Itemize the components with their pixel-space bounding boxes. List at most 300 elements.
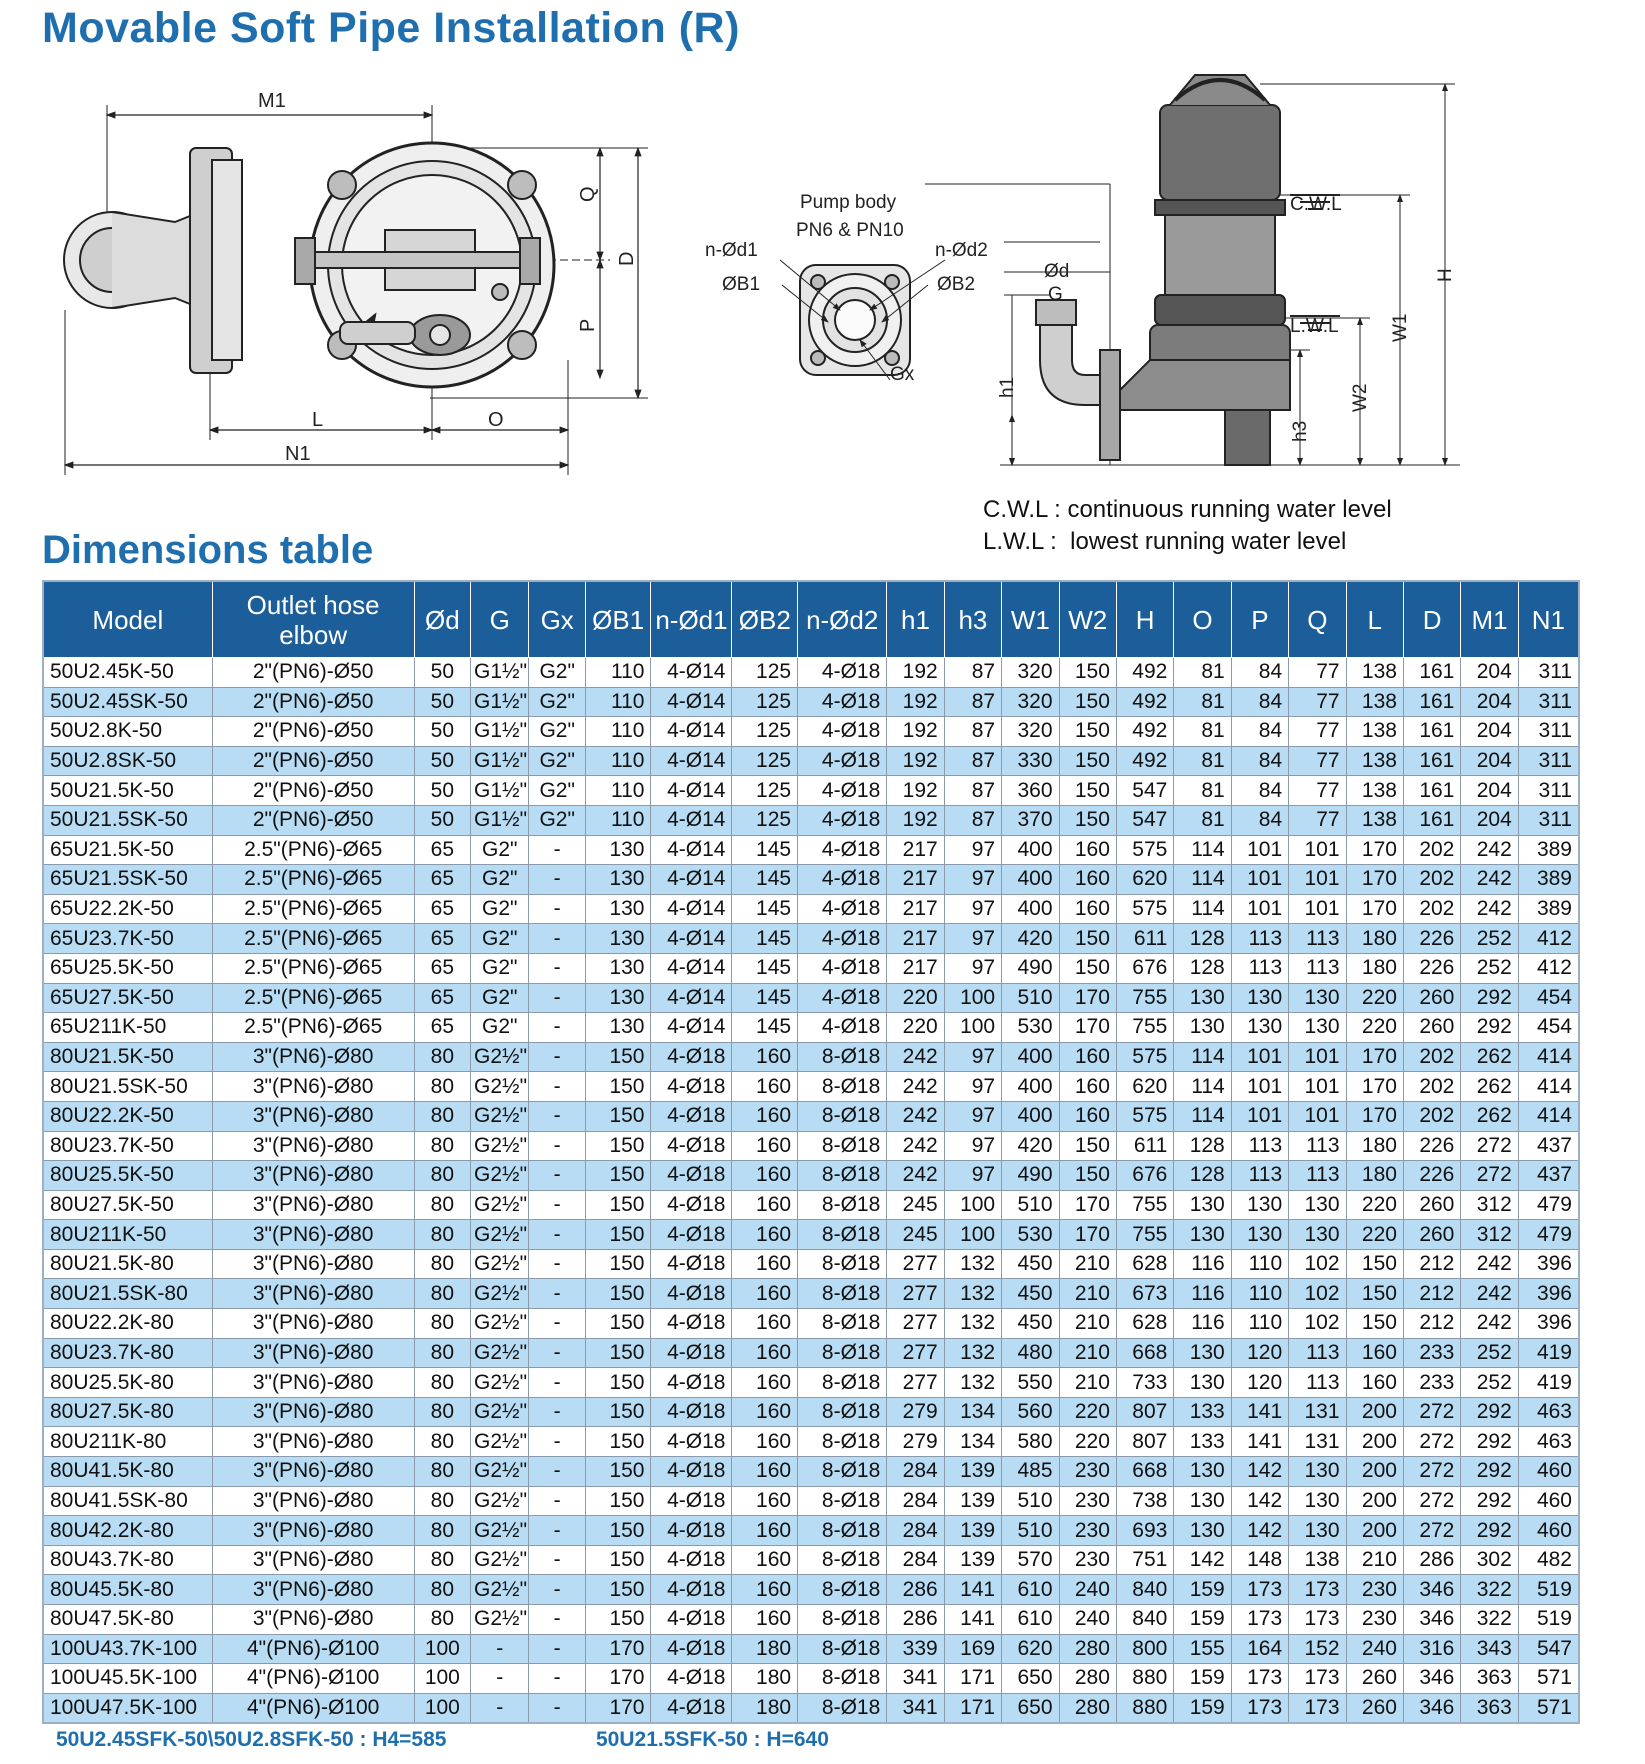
table-cell: G2½"	[471, 1249, 529, 1279]
table-cell: 212	[1403, 1279, 1460, 1309]
table-cell: 280	[1059, 1664, 1116, 1694]
table-cell: 138	[1346, 746, 1403, 776]
table-cell: 320	[1002, 717, 1059, 747]
table-cell: 346	[1403, 1693, 1460, 1723]
table-cell: 97	[944, 1042, 1001, 1072]
table-cell: 113	[1289, 1338, 1346, 1368]
table-row	[43, 1101, 1579, 1131]
table-cell: 492	[1116, 717, 1173, 747]
table-cell: 400	[1002, 865, 1059, 895]
table-cell: 807	[1116, 1427, 1173, 1457]
table-cell: 4-Ø18	[651, 1220, 732, 1250]
table-cell: -	[529, 1220, 585, 1250]
table-cell: 610	[1002, 1575, 1059, 1605]
table-cell: 420	[1002, 924, 1059, 954]
table-cell: 145	[732, 983, 798, 1013]
table-cell: 200	[1346, 1427, 1403, 1457]
table-cell: 242	[887, 1101, 944, 1131]
table-cell: 134	[944, 1397, 1001, 1427]
table-cell: 97	[944, 1161, 1001, 1191]
column-header: W2	[1059, 581, 1116, 658]
table-cell: 170	[1346, 1101, 1403, 1131]
table-cell: 204	[1461, 746, 1518, 776]
table-cell: 173	[1231, 1693, 1288, 1723]
table-cell: 100	[414, 1664, 470, 1694]
table-row	[43, 1279, 1579, 1309]
table-cell: 114	[1174, 1042, 1231, 1072]
table-cell: G2½"	[471, 1042, 529, 1072]
model-cell: 50U21.5K-50	[43, 776, 212, 806]
table-cell: 132	[944, 1309, 1001, 1339]
table-cell: 101	[1289, 1072, 1346, 1102]
table-cell: 128	[1174, 953, 1231, 983]
table-cell: 192	[887, 746, 944, 776]
table-cell: 160	[1346, 1338, 1403, 1368]
table-cell: 560	[1002, 1397, 1059, 1427]
table-cell: 160	[732, 1161, 798, 1191]
table-cell: 80	[414, 1072, 470, 1102]
table-cell: 620	[1116, 865, 1173, 895]
table-cell: 150	[1059, 687, 1116, 717]
table-cell: 302	[1461, 1545, 1518, 1575]
table-cell: 202	[1403, 1042, 1460, 1072]
table-cell: 97	[944, 894, 1001, 924]
table-cell: 138	[1346, 717, 1403, 747]
model-cell: 80U41.5K-80	[43, 1457, 212, 1487]
table-cell: 4-Ø18	[798, 865, 887, 895]
table-cell: 2.5"(PN6)-Ø65	[212, 953, 414, 983]
table-cell: 130	[585, 894, 651, 924]
table-cell: 97	[944, 1101, 1001, 1131]
table-cell: 200	[1346, 1486, 1403, 1516]
table-cell: -	[529, 953, 585, 983]
table-cell: 150	[1059, 1161, 1116, 1191]
table-cell: G2"	[471, 894, 529, 924]
table-cell: 8-Ø18	[798, 1101, 887, 1131]
table-row	[43, 1190, 1579, 1220]
table-cell: -	[529, 1545, 585, 1575]
table-cell: 113	[1289, 1368, 1346, 1398]
table-cell: 110	[585, 776, 651, 806]
table-cell: 150	[585, 1605, 651, 1635]
table-cell: 130	[1174, 1368, 1231, 1398]
table-cell: 150	[585, 1249, 651, 1279]
table-cell: 130	[1231, 1190, 1288, 1220]
table-cell: 400	[1002, 1072, 1059, 1102]
side-view-drawing	[925, 75, 1460, 465]
table-cell: 80	[414, 1161, 470, 1191]
table-cell: 113	[1231, 1131, 1288, 1161]
table-cell: 161	[1403, 746, 1460, 776]
table-cell: 128	[1174, 1161, 1231, 1191]
table-cell: 131	[1289, 1397, 1346, 1427]
table-cell: 272	[1403, 1516, 1460, 1546]
table-cell: 100	[414, 1693, 470, 1723]
table-cell: 575	[1116, 894, 1173, 924]
table-cell: 101	[1289, 1042, 1346, 1072]
table-cell: 150	[585, 1042, 651, 1072]
table-cell: -	[529, 1575, 585, 1605]
table-cell: 4-Ø14	[651, 658, 732, 688]
table-cell: 159	[1174, 1605, 1231, 1635]
table-cell: 97	[944, 1131, 1001, 1161]
table-cell: 412	[1518, 924, 1579, 954]
table-cell: G2"	[471, 1013, 529, 1043]
model-cell: 65U23.7K-50	[43, 924, 212, 954]
table-cell: -	[529, 924, 585, 954]
table-row	[43, 1338, 1579, 1368]
table-row	[43, 1368, 1579, 1398]
table-cell: 125	[732, 658, 798, 688]
installation-drawings	[0, 60, 1645, 520]
table-cell: 160	[732, 1338, 798, 1368]
table-cell: 81	[1174, 687, 1231, 717]
model-cell: 80U21.5K-50	[43, 1042, 212, 1072]
table-cell: 4-Ø18	[798, 746, 887, 776]
table-cell: G2½"	[471, 1397, 529, 1427]
table-row	[43, 1161, 1579, 1191]
table-cell: 80	[414, 1190, 470, 1220]
table-cell: 389	[1518, 894, 1579, 924]
table-cell: 460	[1518, 1457, 1579, 1487]
table-cell: 277	[887, 1309, 944, 1339]
dimensions-table	[42, 580, 1580, 1724]
table-cell: 800	[1116, 1634, 1173, 1664]
table-cell: 84	[1231, 687, 1288, 717]
table-cell: G2½"	[471, 1338, 529, 1368]
table-cell: 242	[1461, 1309, 1518, 1339]
table-cell: 145	[732, 894, 798, 924]
table-cell: 210	[1346, 1545, 1403, 1575]
table-cell: G2½"	[471, 1101, 529, 1131]
table-cell: 260	[1403, 1190, 1460, 1220]
table-cell: 110	[585, 746, 651, 776]
table-cell: 80	[414, 1249, 470, 1279]
table-cell: 171	[944, 1693, 1001, 1723]
table-cell: 4-Ø18	[651, 1516, 732, 1546]
table-cell: 8-Ø18	[798, 1664, 887, 1694]
table-cell: 164	[1231, 1634, 1288, 1664]
table-cell: 738	[1116, 1486, 1173, 1516]
table-cell: 80	[414, 1397, 470, 1427]
table-cell: -	[529, 1427, 585, 1457]
table-cell: 8-Ø18	[798, 1220, 887, 1250]
table-cell: 80	[414, 1309, 470, 1339]
table-cell: 4-Ø18	[651, 1664, 732, 1694]
table-cell: 113	[1289, 1161, 1346, 1191]
table-cell: G2"	[529, 776, 585, 806]
table-cell: 4-Ø18	[798, 717, 887, 747]
model-cell: 80U25.5K-80	[43, 1368, 212, 1398]
table-cell: 4-Ø18	[798, 776, 887, 806]
table-cell: G2½"	[471, 1190, 529, 1220]
table-cell: 110	[1231, 1249, 1288, 1279]
table-cell: 180	[1346, 1161, 1403, 1191]
table-cell: 286	[1403, 1545, 1460, 1575]
table-row	[43, 1042, 1579, 1072]
table-cell: 120	[1231, 1338, 1288, 1368]
table-cell: 571	[1518, 1693, 1579, 1723]
table-cell: 160	[732, 1249, 798, 1279]
table-cell: 87	[944, 746, 1001, 776]
table-cell: 360	[1002, 776, 1059, 806]
table-cell: 84	[1231, 776, 1288, 806]
table-cell: 125	[732, 776, 798, 806]
table-cell: 4-Ø14	[651, 953, 732, 983]
table-cell: 200	[1346, 1516, 1403, 1546]
table-cell: 145	[732, 924, 798, 954]
table-cell: G2½"	[471, 1486, 529, 1516]
table-cell: 160	[732, 1279, 798, 1309]
table-cell: 292	[1461, 1516, 1518, 1546]
model-cell: 65U27.5K-50	[43, 983, 212, 1013]
table-cell: -	[529, 1013, 585, 1043]
table-cell: 400	[1002, 894, 1059, 924]
column-header: W1	[1002, 581, 1059, 658]
table-cell: 150	[585, 1516, 651, 1546]
table-cell: 132	[944, 1249, 1001, 1279]
table-cell: 110	[1231, 1279, 1288, 1309]
table-cell: 755	[1116, 1190, 1173, 1220]
table-cell: 130	[1174, 1516, 1231, 1546]
table-cell: 180	[1346, 924, 1403, 954]
table-cell: 284	[887, 1457, 944, 1487]
table-cell: 220	[1059, 1397, 1116, 1427]
table-cell: 101	[1231, 835, 1288, 865]
table-cell: 2"(PN6)-Ø50	[212, 717, 414, 747]
label-b2: ØB2	[937, 274, 976, 295]
table-cell: 77	[1289, 805, 1346, 835]
table-cell: 160	[732, 1545, 798, 1575]
table-cell: 4-Ø18	[651, 1486, 732, 1516]
table-cell: 396	[1518, 1249, 1579, 1279]
table-cell: -	[529, 1457, 585, 1487]
label-pn: PN6 & PN10	[796, 220, 904, 241]
table-cell: 80	[414, 1575, 470, 1605]
table-cell: 159	[1174, 1693, 1231, 1723]
column-header: h3	[944, 581, 1001, 658]
label-m1: M1	[258, 90, 286, 112]
table-cell: 277	[887, 1279, 944, 1309]
table-row	[43, 1072, 1579, 1102]
table-cell: 547	[1518, 1634, 1579, 1664]
table-cell: 102	[1289, 1249, 1346, 1279]
table-cell: 252	[1461, 924, 1518, 954]
column-header: n-Ød2	[798, 581, 887, 658]
table-cell: 668	[1116, 1457, 1173, 1487]
table-cell: 292	[1461, 1486, 1518, 1516]
table-cell: 50	[414, 687, 470, 717]
table-cell: 2"(PN6)-Ø50	[212, 687, 414, 717]
table-row	[43, 776, 1579, 806]
table-cell: 160	[732, 1427, 798, 1457]
table-row	[43, 1013, 1579, 1043]
table-cell: 4-Ø18	[651, 1575, 732, 1605]
table-cell: 3"(PN6)-Ø80	[212, 1101, 414, 1131]
label-o: O	[488, 409, 504, 431]
table-cell: 3"(PN6)-Ø80	[212, 1457, 414, 1487]
table-cell: 141	[944, 1575, 1001, 1605]
label-n1: N1	[285, 443, 311, 465]
table-cell: 202	[1403, 1072, 1460, 1102]
table-cell: 286	[887, 1575, 944, 1605]
table-cell: 50	[414, 776, 470, 806]
table-row	[43, 1131, 1579, 1161]
table-cell: -	[529, 1368, 585, 1398]
table-cell: 130	[1174, 1338, 1231, 1368]
table-cell: 160	[732, 1131, 798, 1161]
table-cell: 130	[585, 865, 651, 895]
table-cell: 242	[1461, 1249, 1518, 1279]
table-cell: 2"(PN6)-Ø50	[212, 658, 414, 688]
table-cell: 113	[1289, 953, 1346, 983]
table-cell: G1½"	[471, 687, 529, 717]
table-cell: 343	[1461, 1634, 1518, 1664]
table-cell: 755	[1116, 983, 1173, 1013]
table-cell: G1½"	[471, 658, 529, 688]
table-cell: 8-Ø18	[798, 1693, 887, 1723]
model-cell: 100U45.5K-100	[43, 1664, 212, 1694]
label-p: P	[577, 318, 599, 332]
table-cell: 3"(PN6)-Ø80	[212, 1249, 414, 1279]
table-cell: 138	[1346, 658, 1403, 688]
table-cell: 160	[732, 1457, 798, 1487]
table-cell: 3"(PN6)-Ø80	[212, 1545, 414, 1575]
table-cell: -	[529, 1693, 585, 1723]
table-cell: -	[529, 1161, 585, 1191]
column-header: H	[1116, 581, 1173, 658]
table-cell: 260	[1346, 1664, 1403, 1694]
table-cell: 311	[1518, 746, 1579, 776]
table-cell: 217	[887, 894, 944, 924]
table-cell: 160	[732, 1516, 798, 1546]
table-cell: 4-Ø18	[798, 805, 887, 835]
table-cell: 4-Ø18	[798, 983, 887, 1013]
table-cell: 134	[944, 1427, 1001, 1457]
table-cell: G2"	[471, 924, 529, 954]
table-cell: 150	[585, 1397, 651, 1427]
table-cell: 84	[1231, 805, 1288, 835]
table-cell: 160	[1346, 1368, 1403, 1398]
table-cell: 130	[1174, 1457, 1231, 1487]
table-cell: 226	[1403, 1131, 1460, 1161]
table-cell: 492	[1116, 687, 1173, 717]
table-cell: 341	[887, 1664, 944, 1694]
table-cell: 210	[1059, 1249, 1116, 1279]
table-cell: 159	[1174, 1664, 1231, 1694]
table-cell: 4-Ø18	[651, 1338, 732, 1368]
table-cell: 180	[732, 1664, 798, 1694]
table-cell: G2"	[529, 717, 585, 747]
label-w2: W2	[1350, 383, 1371, 412]
table-cell: 8-Ø18	[798, 1516, 887, 1546]
table-cell: 311	[1518, 717, 1579, 747]
table-cell: 292	[1461, 1013, 1518, 1043]
table-cell: 84	[1231, 717, 1288, 747]
table-cell: 570	[1002, 1545, 1059, 1575]
table-cell: 519	[1518, 1605, 1579, 1635]
table-cell: G2½"	[471, 1516, 529, 1546]
table-cell: 65	[414, 894, 470, 924]
table-cell: 330	[1002, 746, 1059, 776]
table-cell: 230	[1059, 1516, 1116, 1546]
table-cell: 4-Ø14	[651, 865, 732, 895]
footnote-2: 50U21.5SFK-50 : H=640	[596, 1728, 829, 1751]
table-cell: 101	[1231, 1072, 1288, 1102]
table-cell: 130	[1231, 1220, 1288, 1250]
table-cell: 150	[585, 1131, 651, 1161]
table-cell: 284	[887, 1516, 944, 1546]
table-cell: 3"(PN6)-Ø80	[212, 1042, 414, 1072]
model-cell: 80U211K-50	[43, 1220, 212, 1250]
table-cell: 414	[1518, 1042, 1579, 1072]
table-cell: 226	[1403, 924, 1460, 954]
table-cell: 150	[585, 1161, 651, 1191]
table-cell: 97	[944, 953, 1001, 983]
table-cell: 220	[1346, 983, 1403, 1013]
table-cell: 132	[944, 1338, 1001, 1368]
table-cell: 260	[1346, 1693, 1403, 1723]
table-cell: 141	[1231, 1427, 1288, 1457]
table-cell: 142	[1231, 1457, 1288, 1487]
table-cell: 450	[1002, 1279, 1059, 1309]
table-cell: 173	[1289, 1664, 1346, 1694]
table-cell: 150	[1346, 1309, 1403, 1339]
table-cell: 150	[585, 1457, 651, 1487]
table-cell: -	[529, 983, 585, 1013]
model-cell: 80U27.5K-50	[43, 1190, 212, 1220]
table-cell: 8-Ø18	[798, 1072, 887, 1102]
table-cell: -	[529, 1279, 585, 1309]
flange-drawing	[780, 260, 945, 380]
dimensions-table-title: Dimensions table	[42, 528, 374, 572]
table-cell: 628	[1116, 1309, 1173, 1339]
table-cell: 141	[1231, 1397, 1288, 1427]
table-cell: -	[529, 1309, 585, 1339]
table-cell: 150	[1059, 924, 1116, 954]
table-cell: 150	[1059, 658, 1116, 688]
table-cell: -	[529, 1072, 585, 1102]
table-cell: 339	[887, 1634, 944, 1664]
table-cell: 170	[1059, 1190, 1116, 1220]
table-cell: 312	[1461, 1220, 1518, 1250]
table-cell: 240	[1059, 1575, 1116, 1605]
table-cell: 547	[1116, 805, 1173, 835]
table-cell: 242	[887, 1131, 944, 1161]
table-cell: 81	[1174, 717, 1231, 747]
table-cell: -	[529, 835, 585, 865]
table-cell: 130	[1174, 1190, 1231, 1220]
table-cell: 81	[1174, 746, 1231, 776]
table-cell: 160	[732, 1605, 798, 1635]
table-cell: G1½"	[471, 776, 529, 806]
table-cell: -	[529, 1605, 585, 1635]
table-cell: 116	[1174, 1279, 1231, 1309]
label-gx: Gx	[890, 364, 915, 385]
table-cell: 4-Ø18	[798, 924, 887, 954]
model-cell: 80U23.7K-50	[43, 1131, 212, 1161]
table-cell: 101	[1289, 835, 1346, 865]
table-cell: 192	[887, 776, 944, 806]
column-header: ØB1	[585, 581, 651, 658]
table-cell: 4-Ø18	[651, 1101, 732, 1131]
table-cell: G2½"	[471, 1161, 529, 1191]
column-header: Outlet hose elbow	[212, 581, 414, 658]
table-cell: 252	[1461, 1368, 1518, 1398]
table-cell: 170	[1346, 865, 1403, 895]
table-cell: 414	[1518, 1101, 1579, 1131]
legend-lwl: L.W.L : lowest running water level	[983, 528, 1347, 555]
